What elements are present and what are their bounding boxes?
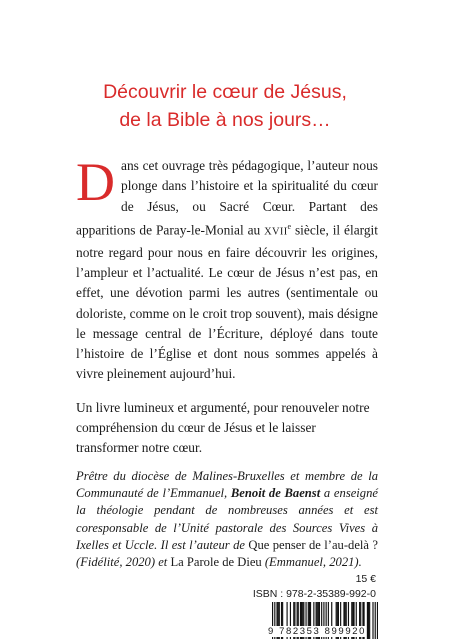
century-numeral: XVII: [264, 226, 288, 238]
isbn: ISBN : 978-2-35389-992-0: [252, 588, 376, 600]
book-publisher-1: (Fidélité, 2020): [76, 555, 156, 570]
headline: [40, 78, 410, 134]
intro-text-b: siècle, il élargit notre regard pour nous en faire découvrir les origines, l’ampleur et l’actualité. Le cœur de Jésus n’est pas, en effet, une dévotion parmi les autres (sentimentale ou doloriste, comme on le croit trop souvent), mais désigne le message central de l’Écriture, déployé dans toute l’histoire de l’Église et dont nous sommes appelés à vivre pleinement aujourd’hui.: [76, 222, 378, 382]
barcode-bar: [368, 602, 369, 639]
book-title-2: La Parole de Dieu: [170, 555, 262, 570]
headline-line-2: de la Bible à nos jours…: [119, 109, 331, 131]
bio-part-3: et: [155, 555, 171, 570]
bio-part-1: Prêtre du diocèse de Malines-Bruxelles et membre de la Communauté de l’Emmanuel,: [76, 469, 378, 501]
headline-line-1: Découvrir le cœur de Jésus,: [103, 81, 347, 103]
price: 15 €: [355, 573, 376, 585]
bio-end: .: [358, 555, 362, 570]
barcode-bar: [372, 602, 373, 639]
book-publisher-2: (Emmanuel, 2021): [261, 555, 359, 570]
century-superscript: e: [287, 221, 292, 231]
author-bio: [76, 468, 378, 571]
barcode-bar: [375, 602, 376, 639]
barcode-bar: [369, 602, 370, 639]
bio-part-2: a enseigné la théologie pendant de nombreuses années et est coresponsable de l’Unité pastorale des Sources Vives à Ixelles et Uccle. Il est l’auteur de: [76, 486, 378, 552]
second-paragraph: Un livre lumineux et argumenté, pour renouveler notre compréhension du cœur de Jésus et le laisser transformer notre cœur.: [76, 399, 370, 456]
author-name: Benoit de Baenst: [230, 486, 321, 501]
description: [76, 152, 378, 459]
barcode-digits: 9 782353 899920: [268, 626, 366, 637]
barcode-bar: [377, 602, 378, 639]
barcode-bar: [367, 602, 368, 639]
intro-paragraph: [76, 152, 378, 385]
intro-text-a: ans cet ouvrage très pédagogique, l’auteur nous plonge dans l’histoire et la spiritualité du cœur de Jésus, ou Sacré Cœur. Partant des apparitions de Paray-le-Monial au: [76, 158, 378, 238]
drop-cap: D: [76, 152, 115, 212]
book-title-1: Que penser de l’au-delà ?: [248, 537, 378, 552]
